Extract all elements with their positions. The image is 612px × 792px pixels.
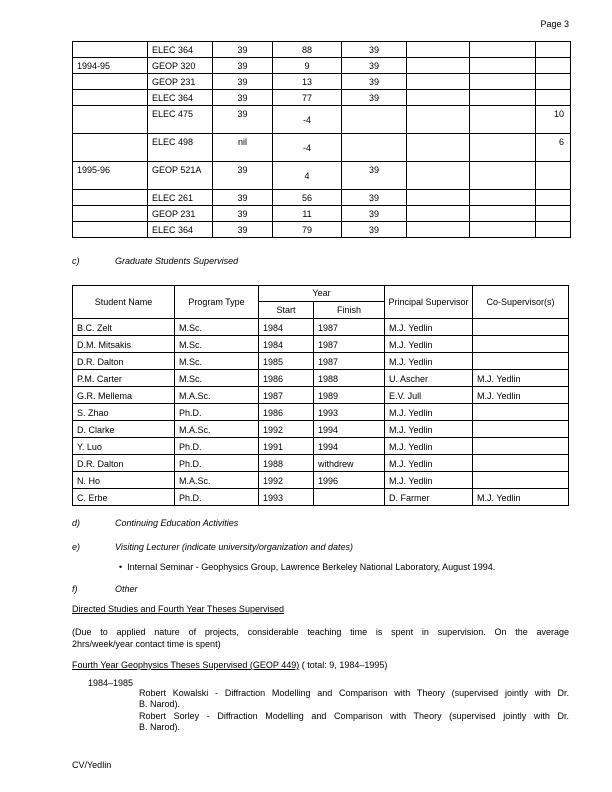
- section-letter: c): [72, 256, 80, 266]
- table-cell-co: M.J. Yedlin: [473, 387, 569, 404]
- table-cell-c2: 56: [273, 190, 342, 206]
- table-cell-c4: [407, 190, 470, 206]
- table-cell-course: ELEC 261: [148, 190, 213, 206]
- table-cell-principal: M.J. Yedlin: [385, 353, 473, 370]
- table-cell-principal: M.J. Yedlin: [385, 438, 473, 455]
- table-cell-c5: [470, 190, 536, 206]
- table-cell-c2: 79: [273, 222, 342, 238]
- table-row: [73, 190, 571, 206]
- table-row: [73, 42, 571, 58]
- table-cell-c6: 10: [536, 106, 571, 134]
- table-cell-start: 1984: [259, 319, 314, 336]
- table-cell-c6: [536, 162, 571, 190]
- teaching-table: [72, 41, 571, 238]
- table-cell-c4: [407, 162, 470, 190]
- table-cell-co: [473, 438, 569, 455]
- table-cell-year: [73, 106, 148, 134]
- table-cell-finish: [314, 489, 385, 506]
- header-principal-supervisor: Principal Supervisor: [385, 286, 473, 319]
- table-cell-c3: 39: [342, 74, 407, 90]
- fourth-year-heading-title: Fourth Year Geophysics Theses Supervised (GEOP 449): [72, 660, 300, 670]
- directed-studies-note-2: 2hrs/week/year contact time is spent): [72, 639, 221, 649]
- table-row: [73, 74, 571, 90]
- table-cell-co: [473, 319, 569, 336]
- table-cell-co: M.J. Yedlin: [473, 370, 569, 387]
- table-cell-start: 1988: [259, 455, 314, 472]
- table-cell-c5: [470, 90, 536, 106]
- table-cell-c4: [407, 42, 470, 58]
- table-cell-start: 1987: [259, 387, 314, 404]
- table-cell-program: M.Sc.: [175, 319, 259, 336]
- table-cell-course: GEOP 521A: [148, 162, 213, 190]
- fourth-year-heading: [72, 660, 387, 670]
- table-cell-name: P.M. Carter: [73, 370, 175, 387]
- table-cell-program: M.A.Sc.: [175, 421, 259, 438]
- section-title: Other: [115, 584, 138, 594]
- table-cell-c2: 88: [273, 42, 342, 58]
- table-cell-principal: M.J. Yedlin: [385, 336, 473, 353]
- table-cell-name: S. Zhao: [73, 404, 175, 421]
- table-cell-principal: D. Farmer: [385, 489, 473, 506]
- table-cell-program: Ph.D.: [175, 404, 259, 421]
- header-student-name: Student Name: [73, 286, 175, 319]
- table-cell-c2: -4: [273, 134, 342, 162]
- table-cell-c1: 39: [213, 222, 273, 238]
- table-cell-course: GEOP 231: [148, 206, 213, 222]
- table-row: [73, 353, 569, 370]
- section-letter: f): [72, 584, 78, 594]
- table-cell-start: 1993: [259, 489, 314, 506]
- table-cell-c1: 39: [213, 42, 273, 58]
- table-cell-name: C. Erbe: [73, 489, 175, 506]
- table-cell-c5: [470, 58, 536, 74]
- table-cell-start: 1992: [259, 421, 314, 438]
- table-row: [73, 421, 569, 438]
- table-cell-co: [473, 404, 569, 421]
- table-cell-c6: [536, 90, 571, 106]
- table-cell-c5: [470, 42, 536, 58]
- footer-label: CV/Yedlin: [72, 760, 112, 770]
- table-cell-c5: [470, 222, 536, 238]
- table-cell-c5: [470, 206, 536, 222]
- table-cell-c1: nil: [213, 134, 273, 162]
- table-cell-course: GEOP 231: [148, 74, 213, 90]
- header-program-type: Program Type: [175, 286, 259, 319]
- table-cell-co: M.J. Yedlin: [473, 489, 569, 506]
- table-cell-c2: 13: [273, 74, 342, 90]
- section-title: Graduate Students Supervised: [115, 256, 239, 266]
- bullet-icon: •: [119, 562, 123, 572]
- table-cell-c2: 9: [273, 58, 342, 74]
- table-cell-year: [73, 90, 148, 106]
- table-cell-finish: withdrew: [314, 455, 385, 472]
- table-cell-c3: 39: [342, 162, 407, 190]
- bullet-text: Internal Seminar - Geophysics Group, Lawrence Berkeley National Laboratory, August 1994.: [127, 562, 496, 572]
- table-cell-principal: M.J. Yedlin: [385, 472, 473, 489]
- table-cell-finish: 1993: [314, 404, 385, 421]
- table-cell-c5: [470, 134, 536, 162]
- table-cell-c2: 77: [273, 90, 342, 106]
- period-label: 1984–1985: [88, 678, 134, 688]
- bullet-item: [119, 562, 495, 572]
- table-cell-start: 1986: [259, 370, 314, 387]
- table-cell-c3: 39: [342, 90, 407, 106]
- table-cell-finish: 1987: [314, 353, 385, 370]
- table-cell-program: M.A.Sc.: [175, 472, 259, 489]
- table-cell-c6: [536, 222, 571, 238]
- table-cell-c4: [407, 74, 470, 90]
- table-cell-c5: [470, 74, 536, 90]
- table-cell-principal: M.J. Yedlin: [385, 455, 473, 472]
- table-cell-year: [73, 206, 148, 222]
- table-row: [73, 438, 569, 455]
- table-cell-name: D.R. Dalton: [73, 353, 175, 370]
- table-cell-program: Ph.D.: [175, 438, 259, 455]
- table-cell-c3: [342, 134, 407, 162]
- table-cell-c3: [342, 106, 407, 134]
- table-cell-start: 1984: [259, 336, 314, 353]
- table-cell-c4: [407, 58, 470, 74]
- table-cell-c5: [470, 106, 536, 134]
- table-cell-c3: 39: [342, 42, 407, 58]
- table-cell-finish: 1988: [314, 370, 385, 387]
- header-start: Start: [259, 302, 314, 319]
- table-cell-name: B.C. Zelt: [73, 319, 175, 336]
- table-cell-course: GEOP 320: [148, 58, 213, 74]
- table-cell-finish: 1989: [314, 387, 385, 404]
- table-cell-c3: 39: [342, 222, 407, 238]
- table-cell-start: 1991: [259, 438, 314, 455]
- table-cell-finish: 1987: [314, 319, 385, 336]
- table-row: [73, 162, 571, 190]
- table-cell-c2: 11: [273, 206, 342, 222]
- table-cell-year: [73, 134, 148, 162]
- table-cell-name: D.R. Dalton: [73, 455, 175, 472]
- table-cell-c3: 39: [342, 206, 407, 222]
- table-cell-c3: 39: [342, 58, 407, 74]
- table-row: [73, 134, 571, 162]
- table-cell-c1: 39: [213, 58, 273, 74]
- table-cell-c4: [407, 206, 470, 222]
- table-cell-course: ELEC 498: [148, 134, 213, 162]
- table-cell-principal: U. Ascher: [385, 370, 473, 387]
- thesis-entry-1-line-1: Robert Kowalski - Diffraction Modelling and Comparison with Theory (supervised jointly with Dr.: [139, 688, 569, 698]
- table-cell-c3: 39: [342, 190, 407, 206]
- table-cell-program: Ph.D.: [175, 455, 259, 472]
- table-cell-name: N. Ho: [73, 472, 175, 489]
- table-cell-principal: M.J. Yedlin: [385, 421, 473, 438]
- table-cell-finish: 1987: [314, 336, 385, 353]
- table-cell-principal: E.V. Jull: [385, 387, 473, 404]
- table-cell-year: 1995-96: [73, 162, 148, 190]
- table-cell-name: Y. Luo: [73, 438, 175, 455]
- table-cell-c1: 39: [213, 90, 273, 106]
- table-cell-start: 1986: [259, 404, 314, 421]
- table-cell-name: G.R. Mellema: [73, 387, 175, 404]
- table-cell-course: ELEC 475: [148, 106, 213, 134]
- table-cell-program: Ph.D.: [175, 489, 259, 506]
- table-cell-c4: [407, 222, 470, 238]
- table-cell-c4: [407, 134, 470, 162]
- table-cell-course: ELEC 364: [148, 222, 213, 238]
- table-row: [73, 206, 571, 222]
- table-cell-year: [73, 74, 148, 90]
- table-cell-c6: [536, 74, 571, 90]
- header-finish: Finish: [314, 302, 385, 319]
- table-row: [73, 370, 569, 387]
- table-row: [73, 336, 569, 353]
- section-title: Visiting Lecturer (indicate university/organization and dates): [115, 542, 353, 552]
- table-row: [73, 319, 569, 336]
- table-cell-co: [473, 353, 569, 370]
- table-cell-course: ELEC 364: [148, 90, 213, 106]
- directed-studies-heading: Directed Studies and Fourth Year Theses Supervised: [72, 604, 284, 614]
- table-cell-c6: [536, 58, 571, 74]
- table-cell-name: D.M. Mitsakis: [73, 336, 175, 353]
- table-row: [73, 404, 569, 421]
- thesis-entry-2-line-2: B. Narod).: [139, 722, 181, 732]
- page-number: Page 3: [540, 19, 569, 29]
- header-year: Year: [259, 286, 385, 302]
- table-cell-c6: [536, 190, 571, 206]
- table-cell-c1: 39: [213, 106, 273, 134]
- table-row: [73, 489, 569, 506]
- table-cell-c6: [536, 42, 571, 58]
- table-row: [73, 90, 571, 106]
- section-title: Continuing Education Activities: [115, 518, 239, 528]
- table-cell-c1: 39: [213, 190, 273, 206]
- table-cell-c1: 39: [213, 74, 273, 90]
- table-cell-co: [473, 421, 569, 438]
- table-cell-year: [73, 222, 148, 238]
- table-cell-year: [73, 190, 148, 206]
- table-cell-start: 1985: [259, 353, 314, 370]
- table-cell-c1: 39: [213, 206, 273, 222]
- table-cell-name: D. Clarke: [73, 421, 175, 438]
- table-row: [73, 106, 571, 134]
- table-cell-finish: 1994: [314, 421, 385, 438]
- thesis-entry-2-line-1: Robert Sorley - Diffraction Modelling and Comparison with Theory (supervised jointly with Dr.: [139, 711, 569, 721]
- table-cell-c4: [407, 106, 470, 134]
- table-cell-co: [473, 455, 569, 472]
- fourth-year-heading-total: ( total: 9, 1984–1995): [299, 660, 388, 670]
- table-cell-program: M.Sc.: [175, 353, 259, 370]
- table-cell-c2: -4: [273, 106, 342, 134]
- table-cell-program: M.Sc.: [175, 336, 259, 353]
- thesis-entry-1-line-2: B. Narod).: [139, 699, 181, 709]
- table-cell-program: M.A.Sc.: [175, 387, 259, 404]
- table-cell-c1: 39: [213, 162, 273, 190]
- table-cell-c6: 6: [536, 134, 571, 162]
- table-row: [73, 58, 571, 74]
- table-cell-c6: [536, 206, 571, 222]
- table-cell-co: [473, 336, 569, 353]
- section-letter: d): [72, 518, 81, 528]
- header-co-supervisors: Co-Supervisor(s): [473, 286, 569, 319]
- directed-studies-note-1: (Due to applied nature of projects, considerable teaching time is spent in supervision. On the average: [72, 627, 569, 637]
- table-cell-start: 1992: [259, 472, 314, 489]
- table-cell-finish: 1994: [314, 438, 385, 455]
- table-row: [73, 387, 569, 404]
- table-row: [73, 222, 571, 238]
- section-letter: e): [72, 542, 81, 552]
- table-cell-program: M.Sc.: [175, 370, 259, 387]
- table-cell-c5: [470, 162, 536, 190]
- table-cell-co: [473, 472, 569, 489]
- table-cell-year: [73, 42, 148, 58]
- graduate-students-table: [72, 285, 569, 506]
- table-row: [73, 455, 569, 472]
- table-cell-principal: M.J. Yedlin: [385, 404, 473, 421]
- table-cell-c4: [407, 90, 470, 106]
- table-cell-year: 1994-95: [73, 58, 148, 74]
- table-cell-c2: 4: [273, 162, 342, 190]
- table-row: [73, 472, 569, 489]
- table-cell-course: ELEC 364: [148, 42, 213, 58]
- table-cell-principal: M.J. Yedlin: [385, 319, 473, 336]
- table-cell-finish: 1996: [314, 472, 385, 489]
